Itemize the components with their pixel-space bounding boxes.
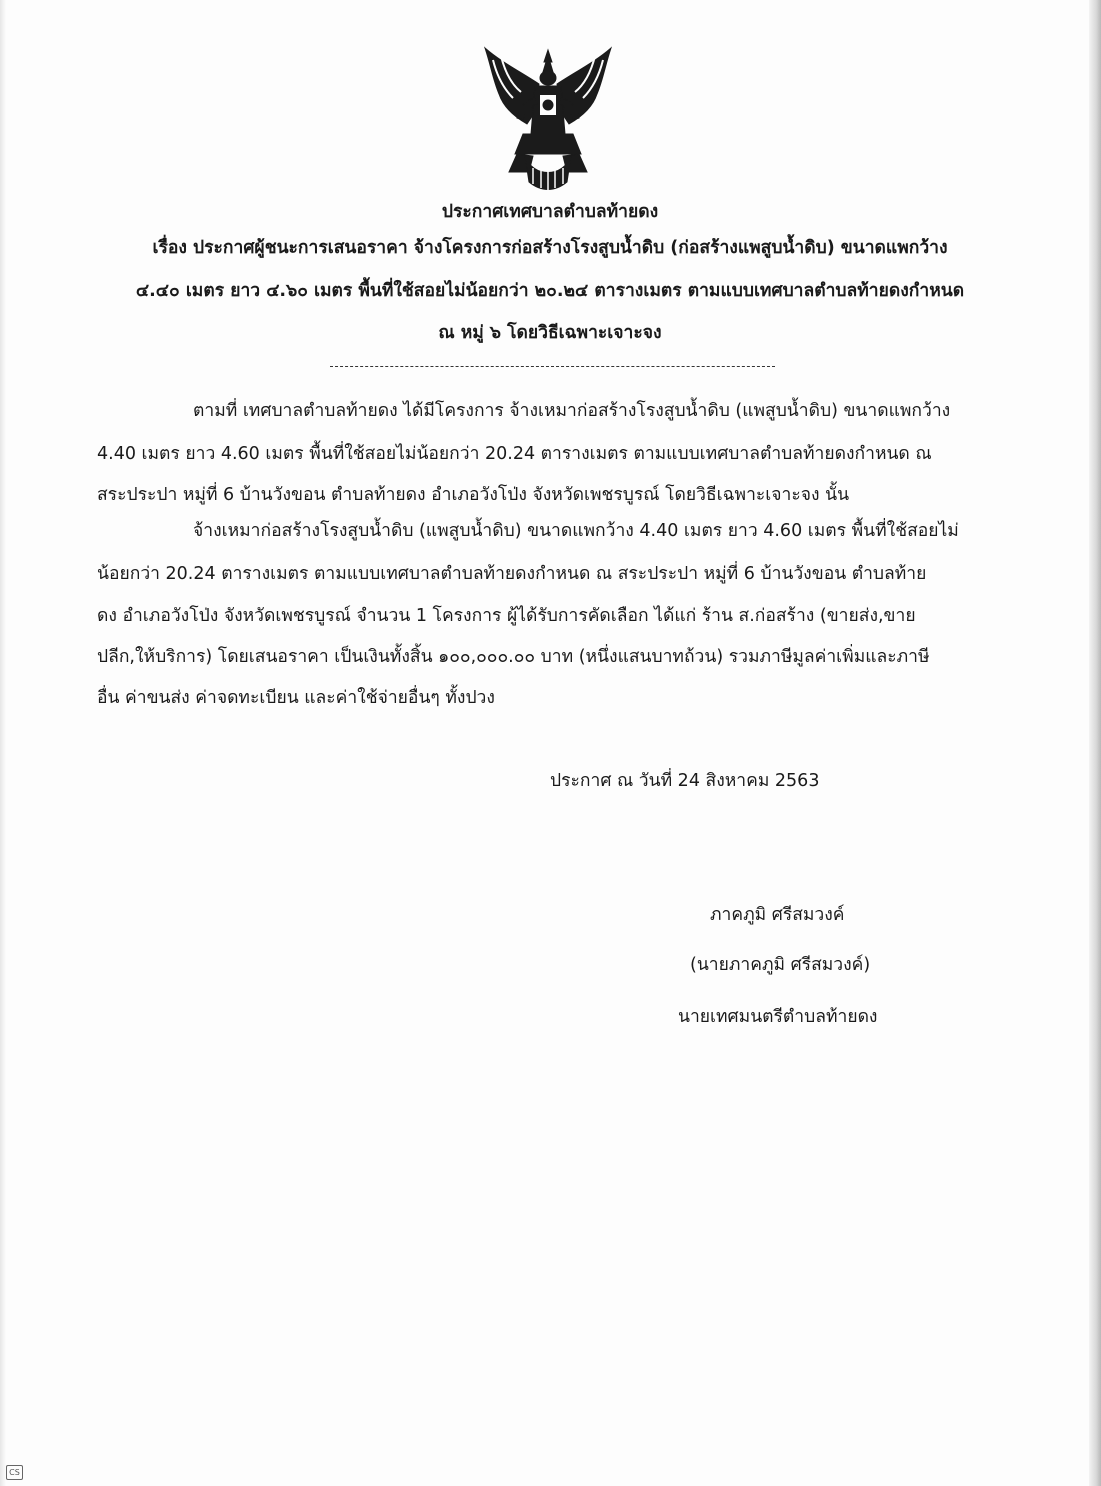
subject-line-3: ณ หมู่ ๖ โดยวิธีเฉพาะเจาะจง <box>438 323 662 343</box>
paragraph2-line-2: น้อยกว่า 20.24 ตารางเมตร ตามแบบเทศบาลตำบลท้ายดงกำหนด ณ สระประปา หมู่ที่ 6 บ้านวังขอน ตำบลท้าย <box>97 564 927 584</box>
paragraph2-line-4: ปลีก,ให้บริการ) โดยเสนอราคา เป็นเงินทั้งสิ้น ๑๐๐,๐๐๐.๐๐ บาท (หนึ่งแสนบาทถ้วน) รวมภาษีมูลค่าเพิ่มและภาษี <box>97 647 930 667</box>
signatory-position: นายเทศมนตรีตำบลท้ายดง <box>678 1007 878 1027</box>
scanner-logo: CS <box>6 1465 23 1480</box>
subject-line-1: เรื่อง ประกาศผู้ชนะการเสนอราคา จ้างโครงการก่อสร้างโรงสูบน้ำดิบ (ก่อสร้างแพสูบน้ำดิบ) ขนาดแพกว้าง <box>152 238 948 258</box>
announce-date: ประกาศ ณ วันที่ 24 สิงหาคม 2563 <box>550 771 820 791</box>
dashed-divider <box>330 366 775 367</box>
paragraph2-line-5: อื่น ค่าขนส่ง ค่าจดทะเบียน และค่าใช้จ่ายอื่นๆ ทั้งปวง <box>97 688 495 708</box>
paragraph1-line-1: ตามที่ เทศบาลตำบลท้ายดง ได้มีโครงการ จ้างเหมาก่อสร้างโรงสูบน้ำดิบ (แพสูบน้ำดิบ) ขนาดแพกว้าง <box>193 401 951 421</box>
paragraph2-line-3: ดง อำเภอวังโป่ง จังหวัดเพชรบูรณ์ จำนวน 1 โครงการ ผู้ได้รับการคัดเลือก ได้แก่ ร้าน ส.ก่อสร้าง (ขายส่ง,ขาย <box>97 606 916 626</box>
signed-name: ภาคภูมิ ศรีสมวงค์ <box>710 905 845 925</box>
subject-line-2: ๔.๔๐ เมตร ยาว ๔.๖๐ เมตร พื้นที่ใช้สอยไม่น้อยกว่า ๒๐.๒๔ ตารางเมตร ตามแบบเทศบาลตำบลท้ายดงกำหนด <box>135 281 965 301</box>
paragraph2-line-1: จ้างเหมาก่อสร้างโรงสูบน้ำดิบ (แพสูบน้ำดิบ) ขนาดแพกว้าง 4.40 เมตร ยาว 4.60 เมตร พื้นที่ใช้สอยไม่ <box>193 521 959 541</box>
printed-name: (นายภาคภูมิ ศรีสมวงค์) <box>690 955 871 975</box>
scan-edge-right <box>1089 0 1101 1486</box>
garuda-emblem <box>473 42 623 194</box>
paragraph1-line-3: สระประปา หมู่ที่ 6 บ้านวังขอน ตำบลท้ายดง อำเภอวังโป่ง จังหวัดเพชรบูรณ์ โดยวิธีเฉพาะเจาะจง นั้น <box>97 485 850 505</box>
office-title: ประกาศเทศบาลตำบลท้ายดง <box>441 202 659 222</box>
paragraph1-line-2: 4.40 เมตร ยาว 4.60 เมตร พื้นที่ใช้สอยไม่น้อยกว่า 20.24 ตารางเมตร ตามแบบเทศบาลตำบลท้ายดงกำหนด ณ <box>97 444 932 464</box>
scan-edge-left <box>0 0 6 1486</box>
